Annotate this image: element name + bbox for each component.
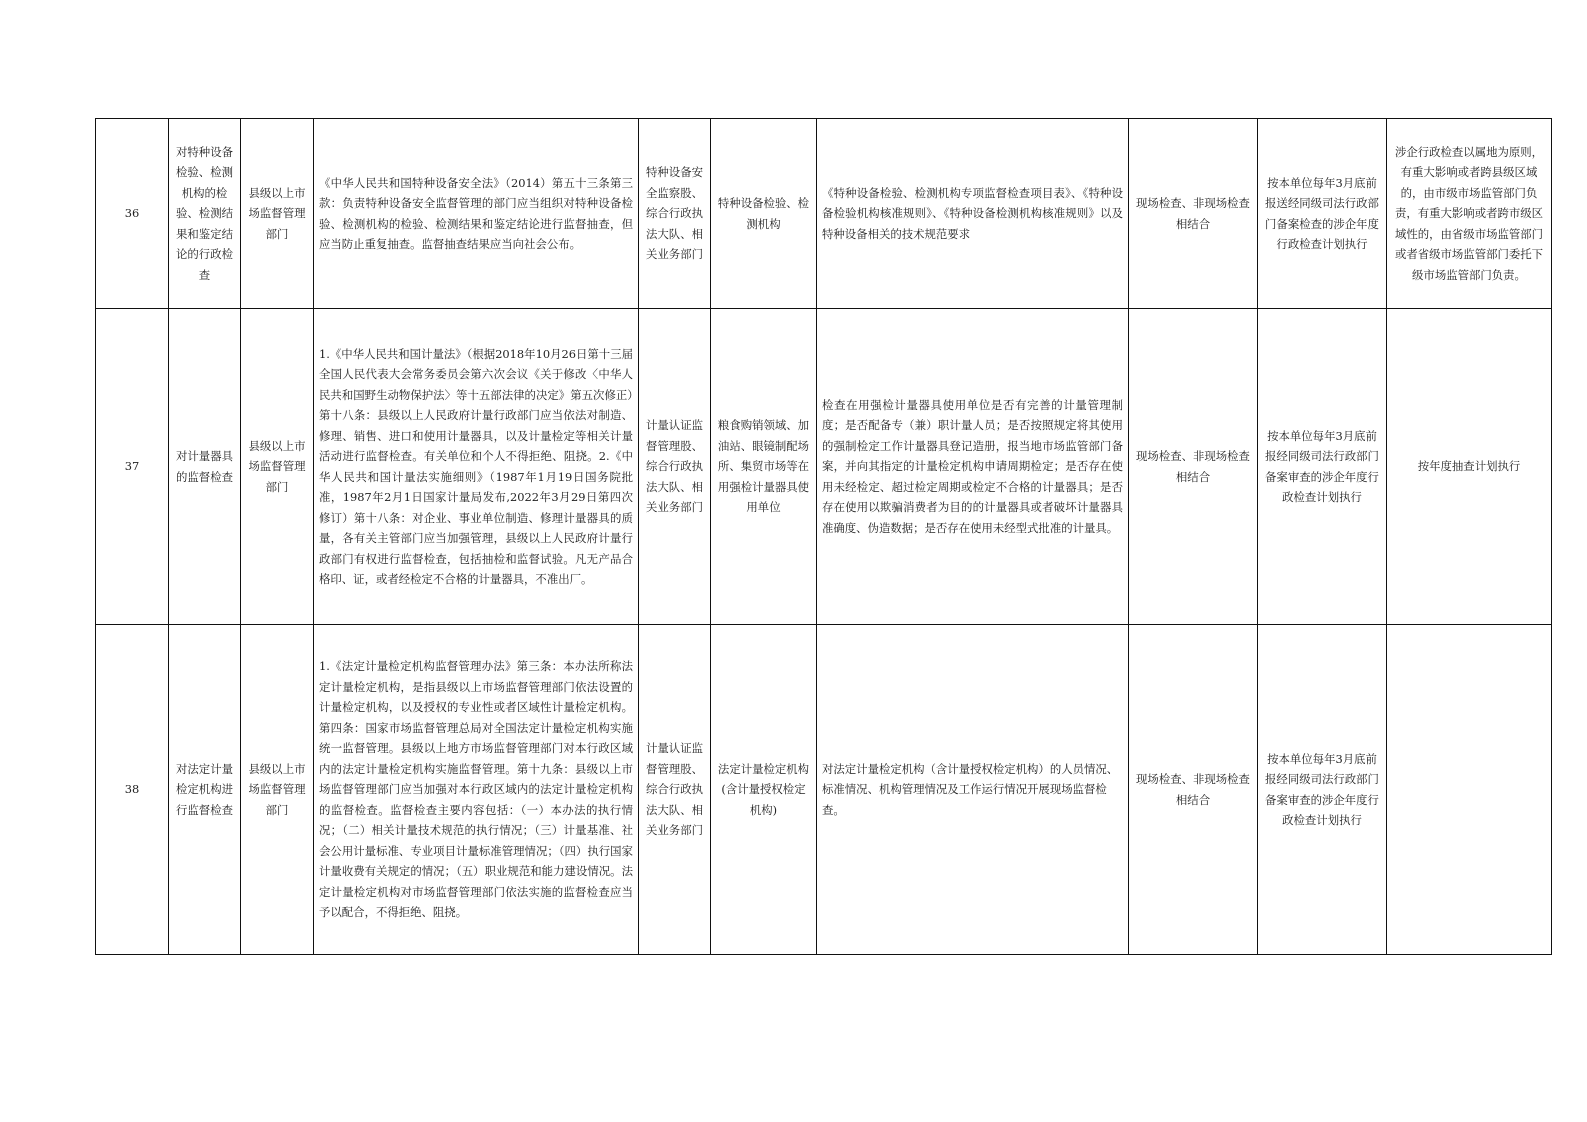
remark: 涉企行政检查以属地为原则，有重大影响或者跨县级区域的，由市级市场监管部门负责，有重大影响或者跨市级区域性的，由省级市场监管部门或者省级市场监管部门委托下级市场监管部门负责。: [1387, 119, 1552, 309]
inspection-item: 对特种设备检验、检测机构的检验、检测结果和鉴定结论的行政检查: [169, 119, 241, 309]
inspection-method: 现场检查、非现场检查相结合: [1129, 309, 1258, 625]
legal-basis: 1.《法定计量检定机构监督管理办法》第三条：本办法所称法定计量检定机构，是指县级以上市场监督管理部门依法设置的计量检定机构，以及授权的专业性或者区域性计量检定机构。第四条：国家市场监督管理总局对全国法定计量检定机构实施统一监督管理。县级以上地方市场监督管理部门对本行政区域内的法定计量检定机构实施监督管理。第十九条：县级以上市场监督管理部门应当加强对本行政区域内的法定计量检定机构的监督检查。监督检查主要内容包括：（一）本办法的执行情况；（二）相关计量技术规范的执行情况；（三）计量基准、社会公用计量标准、专业项目计量标准管理情况；（四）执行国家计量收费有关规定的情况；（五）职业规范和能力建设情况。法定计量检定机构对市场监督管理部门依法实施的监督检查应当予以配合，不得拒绝、阻挠。: [314, 625, 639, 955]
inspection-plan: 按本单位每年3月底前报送经同级司法行政部门备案检查的涉企年度行政检查计划执行: [1258, 119, 1387, 309]
inspection-method: 现场检查、非现场检查相结合: [1129, 119, 1258, 309]
remark: 按年度抽查计划执行: [1387, 309, 1552, 625]
row-number: 37: [96, 309, 169, 625]
responsible-department: 特种设备安全监察股、综合行政执法大队、相关业务部门: [639, 119, 711, 309]
inspection-item: 对法定计量检定机构进行监督检查: [169, 625, 241, 955]
table-row: [96, 119, 1552, 309]
table-row: [96, 625, 1552, 955]
inspection-content: 对法定计量检定机构（含计量授权检定机构）的人员情况、标准情况、机构管理情况及工作运行情况开展现场监督检查。: [817, 625, 1129, 955]
responsible-department: 计量认证监督管理股、综合行政执法大队、相关业务部门: [639, 625, 711, 955]
remark: [1387, 625, 1552, 955]
responsible-department: 计量认证监督管理股、综合行政执法大队、相关业务部门: [639, 309, 711, 625]
inspection-content: 《特种设备检验、检测机构专项监督检查项目表》、《特种设备检验机构核准规则》、《特种设备检测机构核准规则》以及特种设备相关的技术规范要求: [817, 119, 1129, 309]
implementing-level: 县级以上市场监督管理部门: [241, 309, 314, 625]
legal-basis: 《中华人民共和国特种设备安全法》（2014）第五十三条第三款：负责特种设备安全监督管理的部门应当组织对特种设备检验、检测机构的检验、检测结果和鉴定结论进行监督抽查，但应当防止重复抽查。监督抽查结果应当向社会公布。: [314, 119, 639, 309]
inspection-object: 粮食购销领域、加油站、眼镜制配场所、集贸市场等在用强检计量器具使用单位: [711, 309, 817, 625]
row-number: 36: [96, 119, 169, 309]
legal-basis: 1.《中华人民共和国计量法》（根据2018年10月26日第十三届全国人民代表大会常务委员会第六次会议《关于修改〈中华人民共和国野生动物保护法〉等十五部法律的决定》第五次修正）第十八条：县级以上人民政府计量行政部门应当依法对制造、修理、销售、进口和使用计量器具，以及计量检定等相关计量活动进行监督检查。有关单位和个人不得拒绝、阻挠。2.《中华人民共和国计量法实施细则》（1987年1月19日国务院批准，1987年2月1日国家计量局发布,2022年3月29日第四次修订）第十八条：对企业、事业单位制造、修理计量器具的质量，各有关主管部门应当加强管理，县级以上人民政府计量行政部门有权进行监督检查，包括抽检和监督试验。凡无产品合格印、证，或者经检定不合格的计量器具，不准出厂。: [314, 309, 639, 625]
inspection-object: 特种设备检验、检测机构: [711, 119, 817, 309]
inspection-method: 现场检查、非现场检查相结合: [1129, 625, 1258, 955]
inspection-items-table: [95, 118, 1552, 955]
row-number: 38: [96, 625, 169, 955]
implementing-level: 县级以上市场监督管理部门: [241, 119, 314, 309]
inspection-plan: 按本单位每年3月底前报经同级司法行政部门备案审查的涉企年度行政检查计划执行: [1258, 309, 1387, 625]
table-row: [96, 309, 1552, 625]
inspection-content: 检查在用强检计量器具使用单位是否有完善的计量管理制度；是否配备专（兼）职计量人员；是否按照规定将其使用的强制检定工作计量器具登记造册，报当地市场监管部门备案，并向其指定的计量检定机构申请周期检定；是否存在使用未经检定、超过检定周期或检定不合格的计量器具；是否存在使用以欺骗消费者为目的的计量器具或者破坏计量器具准确度、伪造数据；是否存在使用未经型式批准的计量具。: [817, 309, 1129, 625]
inspection-object: 法定计量检定机构(含计量授权检定机构): [711, 625, 817, 955]
inspection-item: 对计量器具的监督检查: [169, 309, 241, 625]
inspection-plan: 按本单位每年3月底前报经同级司法行政部门备案审查的涉企年度行政检查计划执行: [1258, 625, 1387, 955]
implementing-level: 县级以上市场监督管理部门: [241, 625, 314, 955]
